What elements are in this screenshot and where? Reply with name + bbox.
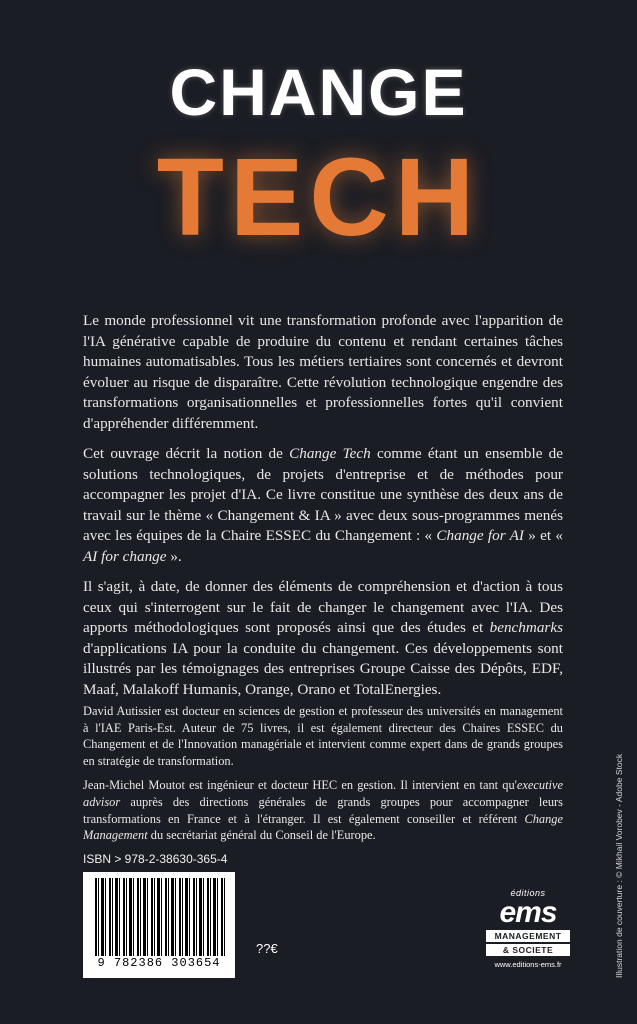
barcode-digits: 9 782386 303654 bbox=[97, 956, 221, 970]
back-cover-summary bbox=[83, 311, 563, 710]
barcode-bars bbox=[95, 878, 227, 956]
publisher-name: ems bbox=[499, 896, 557, 929]
author-bio-autissier: David Autissier est docteur en sciences de gestion et professeur des universités en management à l'IAE Paris-Est. Auteur de 75 livres, il est également directeur des Chaires ESSEC du Changement et de l'Innovation managériale et intervient comme expert dans de grands groupes en stratégie de transformation. bbox=[83, 704, 563, 768]
barcode bbox=[83, 872, 235, 978]
author-bios bbox=[83, 703, 563, 852]
summary-paragraph-2: Cet ouvrage décrit la notion de Change Tech comme étant un ensemble de solutions technologiques, de projets d'entreprise et de méthodes pour accompagner les projet d'IA. Ce livre constitue une synthèse des deux ans de travail sur le thème « Changement & IA » avec deux sous-programmes menés avec les équipes de la Chaire ESSEC du Changement : « Change for AI » et « AI for change ». bbox=[83, 445, 564, 565]
price: ??€ bbox=[256, 941, 278, 956]
publisher-logo bbox=[480, 888, 576, 969]
publisher-subtitle-2: & SOCIETE bbox=[486, 944, 570, 956]
summary-paragraph-1: Le monde professionnel vit une transformation profonde avec l'apparition de l'IA générative capable de produire du contenu et rendant certaines tâches humaines automatisables. Tous les métiers tertiaires sont concernés et devront évoluer au risque de disparaître. Cette révolution technologique engendre des transformations organisationnelles et professionnelles fortes qu'il convient d'appréhender différemment. bbox=[83, 312, 563, 432]
cover-illustration-credit: Illustration de couverture : © Mikhail Vorobev - Adobe Stock bbox=[614, 753, 624, 978]
title-tech: TECH bbox=[156, 136, 481, 259]
author-bio-moutot: Jean-Michel Moutot est ingénieur et docteur HEC en gestion. Il intervient en tant qu'executive advisor auprès des directions générales de grands groupes pour accompagner leurs transformations en France et à l'étranger. Il est également conseiller et référent Change Management du secrétariat général du Conseil de l'Europe. bbox=[83, 778, 563, 843]
summary-paragraph-3: Il s'agit, à date, de donner des éléments de compréhension et d'action à tous ceux qui s'interrogent sur le fait de changer le changement avec l'IA. Des apports méthodologiques sont proposés ainsi que des études et benchmarks d'applications IA pour la conduite du changement. Ces développements sont illustrés par les témoignages des entreprises Groupe Caisse des Dépôts, EDF, Maaf, Malakoff Humanis, Orange, Orano et TotalEnergies. bbox=[83, 578, 563, 698]
publisher-editions: éditions bbox=[510, 888, 546, 898]
title-change: CHANGE bbox=[169, 55, 468, 129]
isbn-label: ISBN > 978-2-38630-365-4 bbox=[83, 852, 228, 866]
publisher-subtitle-1: MANAGEMENT bbox=[486, 930, 570, 942]
publisher-website: www.editions-ems.fr bbox=[494, 960, 562, 969]
